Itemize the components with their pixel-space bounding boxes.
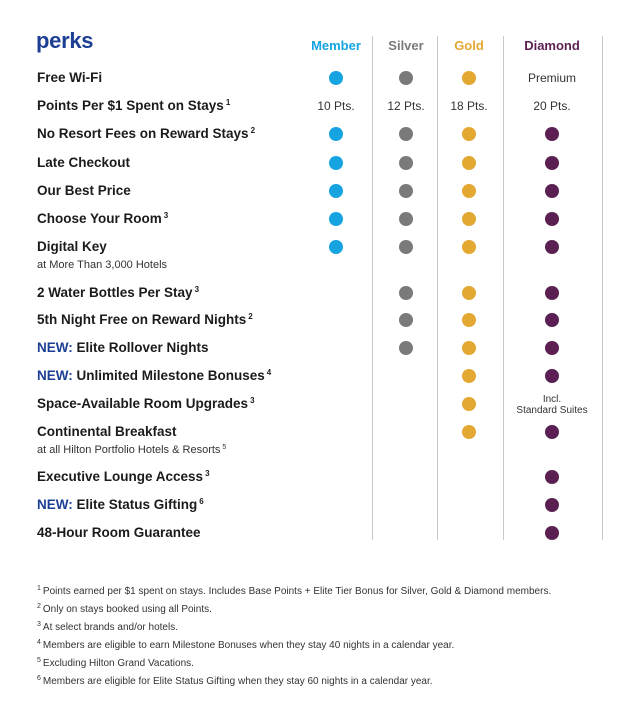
included-dot-icon bbox=[329, 127, 343, 141]
footnote bbox=[37, 636, 551, 654]
perk-row bbox=[37, 469, 640, 497]
footnote-ref: 6 bbox=[199, 497, 204, 506]
included-dot-icon bbox=[545, 341, 559, 355]
footnote-text: Points earned per $1 spent on stays. Includes Base Points + Elite Tier Bonus for Silver, Gold & Diamond members. bbox=[42, 586, 552, 597]
footnote bbox=[37, 582, 551, 600]
included-dot-icon bbox=[462, 425, 476, 439]
perk-sublabel-text: at all Hilton Portfolio Hotels & Resorts bbox=[37, 444, 221, 456]
perk-label-text: 2 Water Bottles Per Stay bbox=[37, 285, 193, 300]
cell-gold bbox=[423, 396, 515, 412]
included-dot-icon bbox=[399, 313, 413, 327]
perk-label bbox=[37, 525, 201, 540]
footnote-text: Only on stays booked using all Points. bbox=[42, 604, 212, 615]
tier-header-diamond: Diamond bbox=[524, 38, 580, 53]
cell-value: Standard Suites bbox=[516, 405, 588, 416]
cell-diamond bbox=[506, 525, 598, 541]
perk-label-text: Late Checkout bbox=[37, 155, 131, 170]
cell-value: Premium bbox=[527, 71, 576, 85]
footnote-number: 4 bbox=[37, 639, 41, 646]
cell-diamond bbox=[506, 497, 598, 513]
footnote bbox=[37, 600, 551, 618]
included-dot-icon bbox=[399, 127, 413, 141]
cell-value: 18 Pts. bbox=[450, 99, 488, 113]
perk-row bbox=[37, 126, 640, 154]
perk-label bbox=[37, 211, 168, 226]
perk-label-text: 5th Night Free on Reward Nights bbox=[37, 312, 247, 327]
cell-diamond bbox=[506, 70, 598, 86]
perk-label bbox=[37, 98, 230, 113]
perk-label bbox=[37, 183, 131, 198]
cell-diamond bbox=[506, 285, 598, 301]
perk-label bbox=[37, 70, 102, 85]
footnote-text: Excluding Hilton Grand Vacations. bbox=[42, 658, 194, 669]
cell-diamond bbox=[506, 155, 598, 171]
footnote-ref: 3 bbox=[205, 469, 210, 478]
perk-label-text: Elite Rollover Nights bbox=[76, 340, 209, 355]
cell-gold bbox=[423, 98, 515, 114]
cell-diamond bbox=[506, 211, 598, 227]
included-dot-icon bbox=[399, 240, 413, 254]
perk-label bbox=[37, 312, 253, 327]
perk-row bbox=[37, 368, 640, 396]
footnote-ref: 1 bbox=[225, 98, 231, 107]
included-dot-icon bbox=[545, 470, 559, 484]
cell-diamond bbox=[506, 312, 598, 328]
footnote-text: Members are eligible for Elite Status Gifting when they stay 60 nights in a calendar year. bbox=[42, 676, 433, 687]
cell-gold bbox=[423, 285, 515, 301]
included-dot-icon bbox=[462, 341, 476, 355]
tier-header-member: Member bbox=[311, 38, 361, 53]
cell-gold bbox=[423, 126, 515, 142]
included-dot-icon bbox=[545, 498, 559, 512]
page-title: perks bbox=[36, 28, 94, 53]
included-dot-icon bbox=[399, 156, 413, 170]
included-dot-icon bbox=[329, 184, 343, 198]
perk-label-text: Our Best Price bbox=[37, 183, 131, 198]
included-dot-icon bbox=[545, 526, 559, 540]
footnote-text: At select brands and/or hotels. bbox=[42, 622, 178, 633]
new-prefix: NEW: bbox=[37, 368, 73, 383]
perk-label bbox=[37, 285, 199, 300]
footnote-number: 1 bbox=[37, 585, 41, 592]
footnote-text: Members are eligible to earn Milestone Bonuses when they stay 40 nights in a calendar year. bbox=[42, 640, 455, 651]
footnote-ref: 3 bbox=[163, 211, 169, 220]
cell-diamond bbox=[506, 126, 598, 142]
included-dot-icon bbox=[329, 212, 343, 226]
perk-label bbox=[37, 424, 177, 439]
included-dot-icon bbox=[462, 156, 476, 170]
perk-label bbox=[37, 497, 204, 512]
perk-label-text: Choose Your Room bbox=[37, 211, 162, 226]
included-dot-icon bbox=[545, 286, 559, 300]
perk-row bbox=[37, 312, 640, 340]
included-dot-icon bbox=[545, 313, 559, 327]
included-dot-icon bbox=[399, 212, 413, 226]
included-dot-icon bbox=[545, 184, 559, 198]
included-dot-icon bbox=[462, 212, 476, 226]
cell-diamond bbox=[506, 239, 598, 255]
footnote-number: 2 bbox=[37, 603, 41, 610]
footnotes bbox=[37, 582, 551, 690]
perk-label-text: Digital Key bbox=[37, 239, 107, 254]
cell-gold bbox=[423, 155, 515, 171]
perk-row bbox=[37, 340, 640, 368]
cell-value: 10 Pts. bbox=[317, 99, 355, 113]
perk-label bbox=[37, 340, 209, 355]
footnote-number: 5 bbox=[37, 657, 41, 664]
perk-label-text: Points Per $1 Spent on Stays bbox=[37, 98, 224, 113]
included-dot-icon bbox=[462, 369, 476, 383]
included-dot-icon bbox=[545, 240, 559, 254]
cell-gold bbox=[423, 368, 515, 384]
cell-diamond bbox=[506, 340, 598, 356]
cell-gold bbox=[423, 424, 515, 440]
footnote bbox=[37, 654, 551, 672]
perk-label bbox=[37, 396, 255, 411]
new-prefix: NEW: bbox=[37, 340, 73, 355]
included-dot-icon bbox=[462, 127, 476, 141]
perk-row bbox=[37, 211, 640, 239]
perk-label-text: 48-Hour Room Guarantee bbox=[37, 525, 201, 540]
cell-diamond bbox=[506, 183, 598, 199]
cell-diamond bbox=[506, 469, 598, 485]
perk-row bbox=[37, 396, 640, 424]
included-dot-icon bbox=[399, 184, 413, 198]
footnote-ref: 2 bbox=[250, 126, 256, 135]
included-dot-icon bbox=[399, 71, 413, 85]
tier-header-gold: Gold bbox=[454, 38, 484, 53]
perk-row bbox=[37, 155, 640, 183]
cell-diamond bbox=[506, 394, 598, 416]
perk-label bbox=[37, 469, 210, 484]
included-dot-icon bbox=[329, 240, 343, 254]
perk-row bbox=[37, 285, 640, 313]
included-dot-icon bbox=[462, 184, 476, 198]
included-dot-icon bbox=[399, 286, 413, 300]
perk-row bbox=[37, 239, 640, 271]
footnote-ref: 2 bbox=[248, 312, 253, 321]
included-dot-icon bbox=[545, 212, 559, 226]
new-prefix: NEW: bbox=[37, 497, 73, 512]
perk-label bbox=[37, 368, 271, 383]
cell-gold bbox=[423, 183, 515, 199]
included-dot-icon bbox=[329, 71, 343, 85]
perk-label-text: No Resort Fees on Reward Stays bbox=[37, 126, 249, 141]
included-dot-icon bbox=[545, 127, 559, 141]
perk-label-text: Executive Lounge Access bbox=[37, 469, 204, 484]
included-dot-icon bbox=[462, 71, 476, 85]
footnote-ref: 4 bbox=[266, 368, 272, 377]
perk-sublabel-text: at More Than 3,000 Hotels bbox=[37, 259, 168, 271]
perk-label-text: Elite Status Gifting bbox=[76, 497, 198, 512]
included-dot-icon bbox=[462, 397, 476, 411]
included-dot-icon bbox=[329, 156, 343, 170]
cell-value: Incl. bbox=[542, 394, 562, 405]
footnote-ref: 3 bbox=[250, 396, 255, 405]
footnote-number: 6 bbox=[37, 675, 41, 682]
footnote-ref: 5 bbox=[222, 444, 227, 451]
footnote bbox=[37, 618, 551, 636]
cell-value: 20 Pts. bbox=[533, 99, 571, 113]
cell-gold bbox=[423, 312, 515, 328]
cell-gold bbox=[423, 239, 515, 255]
cell-gold bbox=[423, 70, 515, 86]
perk-row bbox=[37, 525, 640, 553]
cell-gold bbox=[423, 340, 515, 356]
perk-label bbox=[37, 126, 255, 141]
included-dot-icon bbox=[545, 156, 559, 170]
perk-sublabel bbox=[37, 259, 167, 271]
perk-label-text: Unlimited Milestone Bonuses bbox=[76, 368, 265, 383]
perk-row bbox=[37, 424, 640, 456]
perk-row bbox=[37, 497, 640, 525]
perk-label bbox=[37, 239, 107, 254]
cell-diamond bbox=[506, 368, 598, 384]
included-dot-icon bbox=[462, 313, 476, 327]
footnote bbox=[37, 672, 551, 690]
cell-value: 12 Pts. bbox=[387, 99, 425, 113]
perk-row bbox=[37, 98, 640, 126]
included-dot-icon bbox=[462, 286, 476, 300]
perk-label-text: Continental Breakfast bbox=[37, 424, 177, 439]
cell-gold bbox=[423, 211, 515, 227]
cell-diamond bbox=[506, 98, 598, 114]
included-dot-icon bbox=[545, 425, 559, 439]
included-dot-icon bbox=[399, 341, 413, 355]
perk-row bbox=[37, 183, 640, 211]
cell-diamond bbox=[506, 424, 598, 440]
perk-label bbox=[37, 155, 130, 170]
footnote-ref: 3 bbox=[194, 285, 200, 294]
perk-row bbox=[37, 70, 640, 98]
perk-label-text: Space-Available Room Upgrades bbox=[37, 396, 249, 411]
footnote-number: 3 bbox=[37, 621, 41, 628]
included-dot-icon bbox=[545, 369, 559, 383]
included-dot-icon bbox=[462, 240, 476, 254]
perk-sublabel bbox=[37, 444, 226, 456]
perk-label-text: Free Wi-Fi bbox=[37, 70, 103, 85]
tier-header-silver: Silver bbox=[388, 38, 424, 53]
